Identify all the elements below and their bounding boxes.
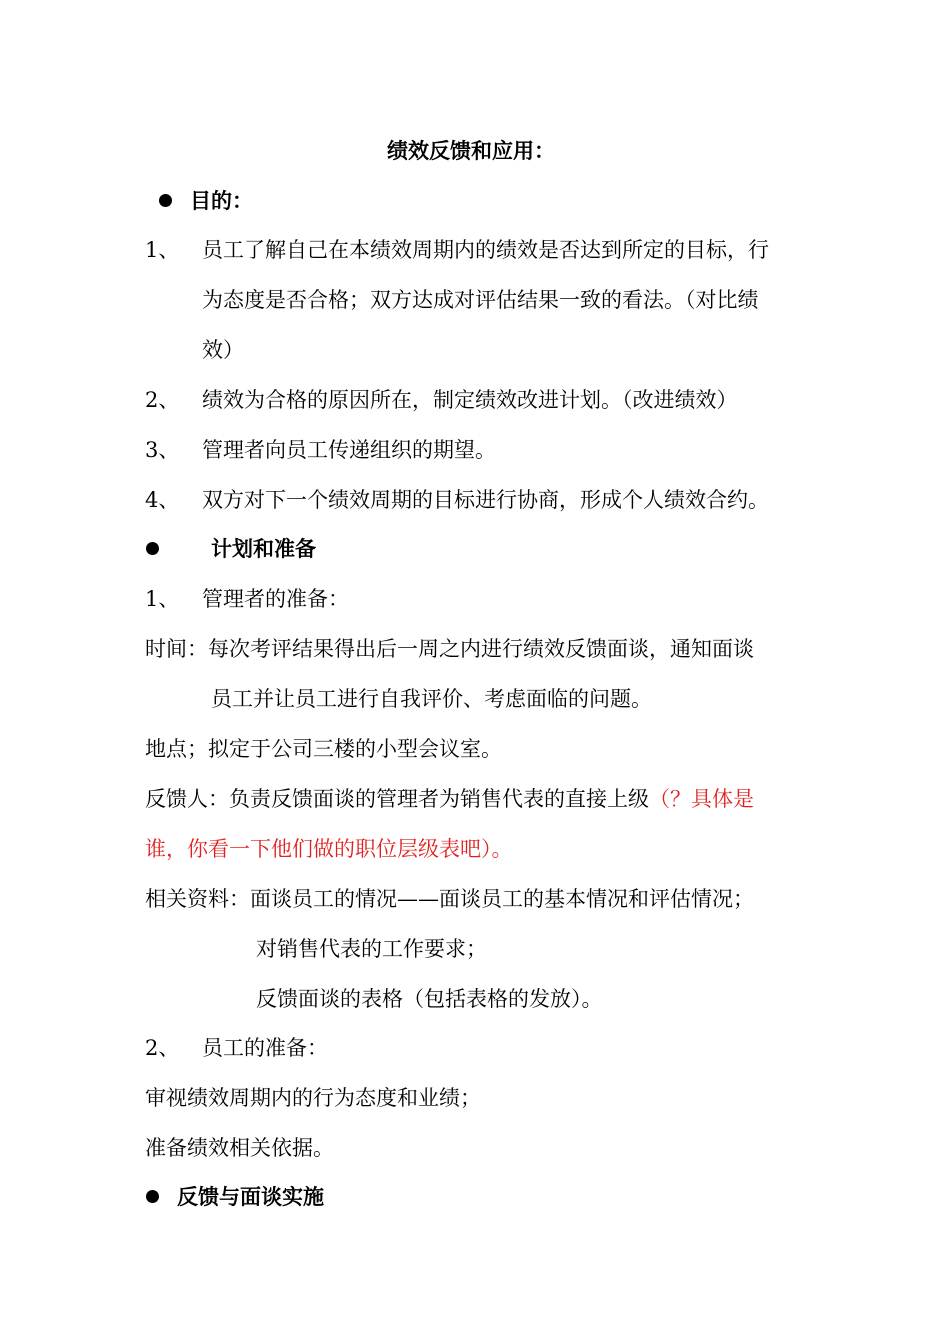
materials-line: 相关资料：面谈员工的情况——面谈员工的基本情况和评估情况； bbox=[145, 887, 754, 911]
section-heading-planning: 计划和准备 bbox=[211, 537, 316, 561]
section-heading-implementation: 反馈与面谈实施 bbox=[177, 1185, 324, 1209]
item-text-line: 管理者向员工传递组织的期望。 bbox=[202, 438, 496, 462]
manager-prep-label: 管理者的准备： bbox=[202, 587, 349, 611]
item-text-line: 效） bbox=[202, 338, 244, 362]
item-number: 2、 bbox=[145, 388, 180, 412]
employee-prep-line: 审视绩效周期内的行为态度和业绩； bbox=[145, 1086, 481, 1110]
time-line-continued: 员工并让员工进行自我评价、考虑面临的问题。 bbox=[211, 687, 652, 711]
item-text-line: 为态度是否合格；双方达成对评估结果一致的看法。（对比绩 bbox=[202, 288, 759, 312]
item-number: 2、 bbox=[145, 1036, 180, 1060]
materials-line: 反馈面谈的表格（包括表格的发放）。 bbox=[256, 987, 603, 1011]
feedback-person-text: 反馈人：负责反馈面谈的管理者为销售代表的直接上级 bbox=[145, 787, 649, 811]
time-line: 时间：每次考评结果得出后一周之内进行绩效反馈面谈，通知面谈 bbox=[145, 637, 754, 661]
item-text-line: 双方对下一个绩效周期的目标进行协商，形成个人绩效合约。 bbox=[202, 488, 769, 512]
item-number: 1、 bbox=[145, 587, 180, 611]
item-number: 1、 bbox=[145, 238, 180, 262]
item-text-line: 员工了解自己在本绩效周期内的绩效是否达到所定的目标，行 bbox=[202, 238, 769, 262]
reviewer-comment: （？具体是 bbox=[649, 787, 754, 811]
place-line: 地点；拟定于公司三楼的小型会议室。 bbox=[145, 737, 502, 761]
bullet-icon bbox=[146, 542, 159, 555]
bullet-icon bbox=[146, 1190, 159, 1203]
item-number: 3、 bbox=[145, 438, 180, 462]
item-number: 4、 bbox=[145, 488, 180, 512]
employee-prep-label: 员工的准备： bbox=[202, 1036, 328, 1060]
section-heading-purpose: 目的： bbox=[190, 189, 253, 213]
document-title: 绩效反馈和应用： bbox=[387, 139, 555, 163]
materials-line: 对销售代表的工作要求； bbox=[256, 937, 487, 961]
item-text-line: 绩效为合格的原因所在，制定绩效改进计划。（改进绩效） bbox=[202, 388, 738, 412]
reviewer-comment-continued: 谁，你看一下他们做的职位层级表吧）。 bbox=[145, 837, 513, 861]
feedback-person-line bbox=[145, 785, 754, 813]
employee-prep-line: 准备绩效相关依据。 bbox=[145, 1136, 334, 1160]
bullet-icon bbox=[159, 194, 172, 207]
